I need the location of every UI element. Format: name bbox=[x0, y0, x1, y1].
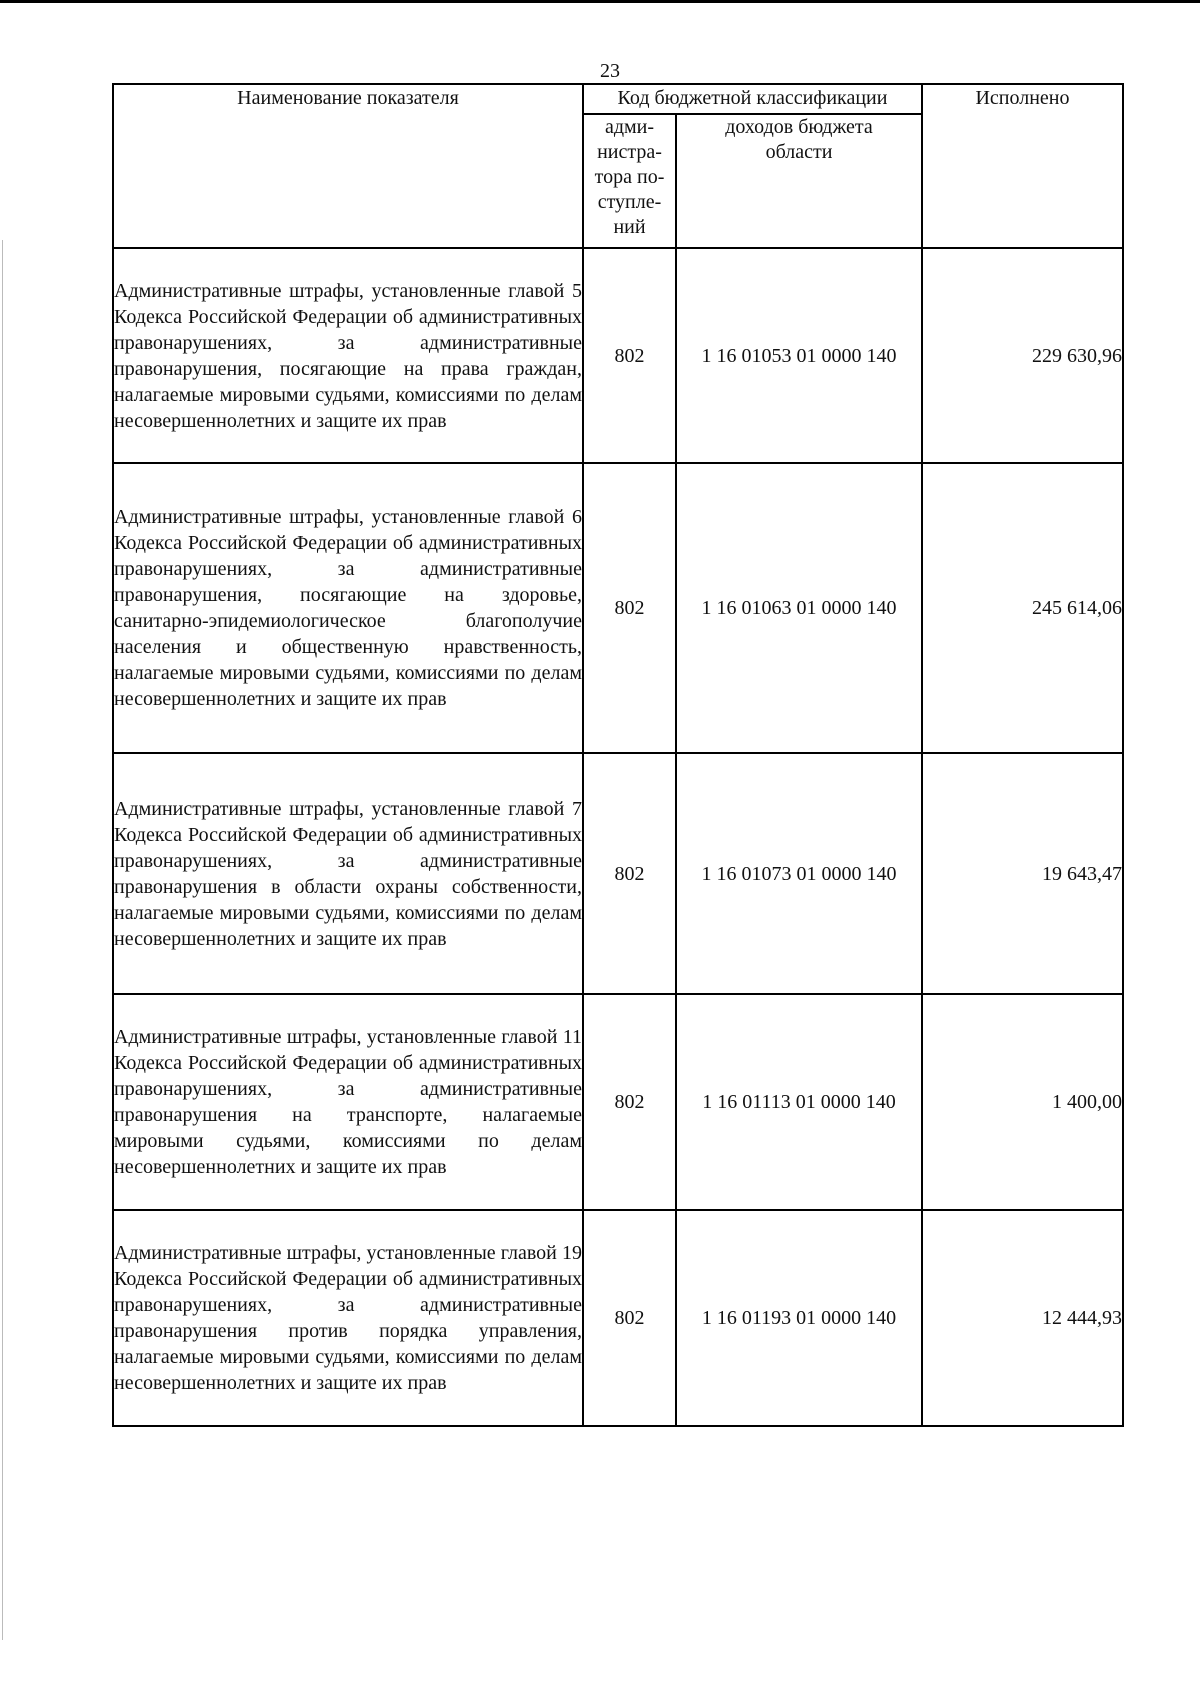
row-admin-code: 802 bbox=[583, 463, 676, 753]
table-row bbox=[113, 248, 1123, 463]
header-admin bbox=[583, 114, 676, 248]
row-revenue-code: 1 16 01073 01 0000 140 bbox=[676, 753, 922, 994]
row-admin-code: 802 bbox=[583, 1210, 676, 1426]
row-amount: 19 643,47 bbox=[922, 753, 1123, 994]
header-name: Наименование показателя bbox=[113, 84, 583, 248]
row-name: Административные штрафы, установленные главой 19 Кодекса Российской Федерации об административных правонарушениях, за административные правонарушения против порядка управления, налагаемые мировыми судьями, комиссиями по делам несовершеннолетних и защите их прав bbox=[113, 1210, 583, 1426]
header-executed: Исполнено bbox=[922, 84, 1123, 248]
row-amount: 12 444,93 bbox=[922, 1210, 1123, 1426]
row-name: Административные штрафы, установленные главой 5 Кодекса Российской Федерации об административных правонарушениях, за административные правонарушения, посягающие на права граждан, налагаемые мировыми судьями, комиссиями по делам несовершеннолетних и защите их прав bbox=[113, 248, 583, 463]
table-row bbox=[113, 1210, 1123, 1426]
table-row bbox=[113, 463, 1123, 753]
row-amount: 1 400,00 bbox=[922, 994, 1123, 1210]
row-name: Административные штрафы, установленные главой 11 Кодекса Российской Федерации об административных правонарушениях, за административные правонарушения на транспорте, налагаемые мировыми судьями, комиссиями по делам несовершеннолетних и защите их прав bbox=[113, 994, 583, 1210]
header-revenue-label: доходов бюджета области bbox=[725, 116, 873, 163]
row-name: Административные штрафы, установленные главой 7 Кодекса Российской Федерации об административных правонарушениях, за административные правонарушения в области охраны собственности, налагаемые мировыми судьями, комиссиями по делам несовершеннолетних и защите их прав bbox=[113, 753, 583, 994]
header-code-group: Код бюджетной классификации bbox=[583, 84, 922, 114]
row-amount: 229 630,96 bbox=[922, 248, 1123, 463]
table-row bbox=[113, 753, 1123, 994]
budget-revenue-table bbox=[112, 83, 1124, 1427]
row-admin-code: 802 bbox=[583, 753, 676, 994]
row-admin-code: 802 bbox=[583, 248, 676, 463]
row-revenue-code: 1 16 01063 01 0000 140 bbox=[676, 463, 922, 753]
scan-top-border bbox=[0, 0, 1200, 3]
table-row bbox=[113, 994, 1123, 1210]
row-revenue-code: 1 16 01193 01 0000 140 bbox=[676, 1210, 922, 1426]
page-number: 23 bbox=[600, 60, 620, 82]
row-name: Административные штрафы, установленные главой 6 Кодекса Российской Федерации об административных правонарушениях, за административные правонарушения, посягающие на здоровье, санитарно-эпидемиологическое благополучие населения и общественную нравственность, налагаемые мировыми судьями, комиссиями по делам несовершеннолетних и защите их прав bbox=[113, 463, 583, 753]
row-revenue-code: 1 16 01113 01 0000 140 bbox=[676, 994, 922, 1210]
scan-left-edge bbox=[2, 240, 3, 1640]
header-revenue bbox=[676, 114, 922, 248]
row-admin-code: 802 bbox=[583, 994, 676, 1210]
row-amount: 245 614,06 bbox=[922, 463, 1123, 753]
header-admin-label: адми- нистра- тора по- ступле- ний bbox=[594, 116, 665, 238]
row-revenue-code: 1 16 01053 01 0000 140 bbox=[676, 248, 922, 463]
